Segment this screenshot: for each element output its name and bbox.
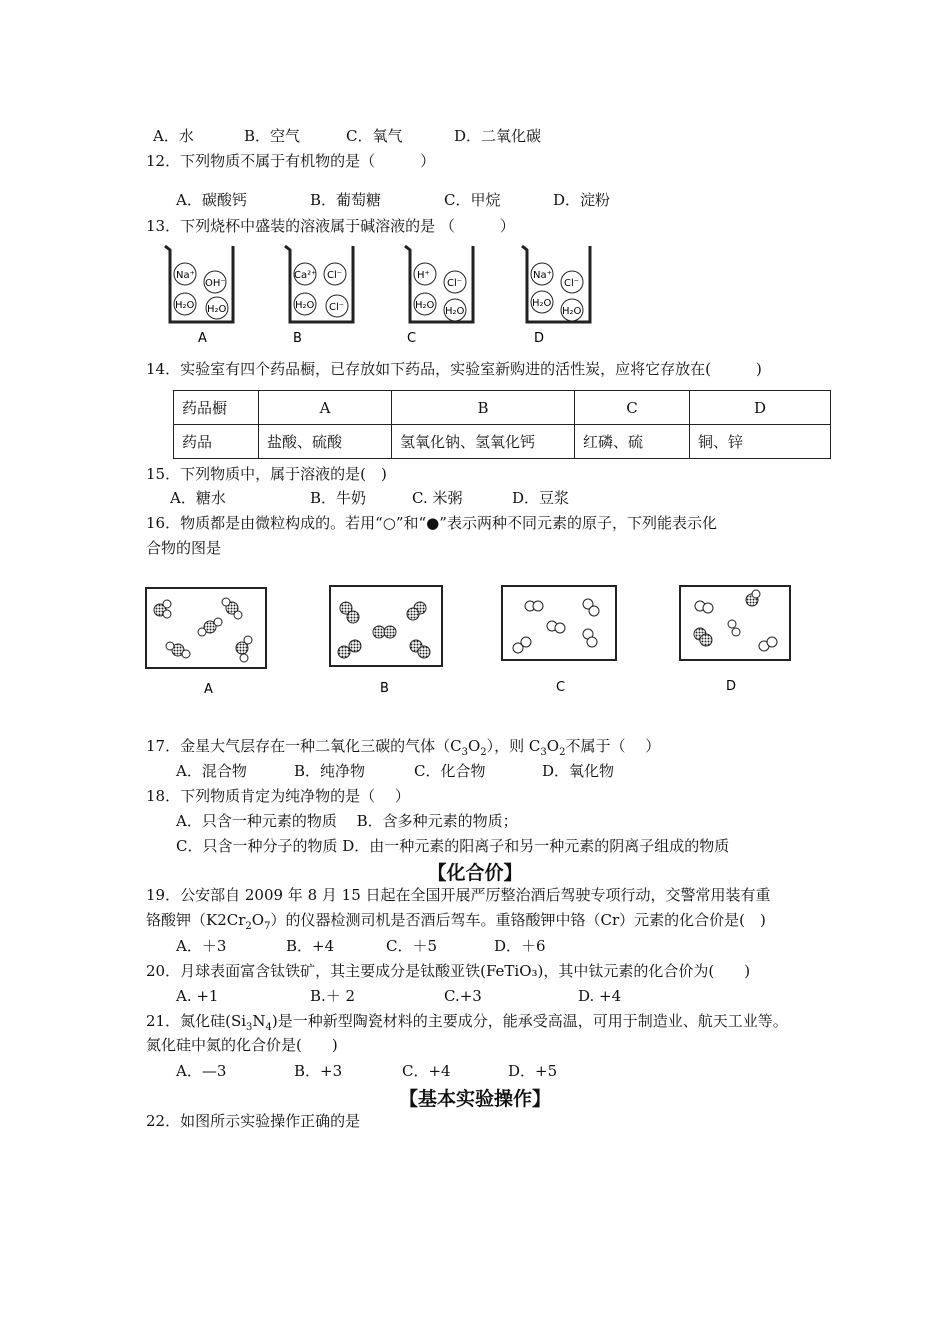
subscript: 2 xyxy=(480,747,487,758)
q21-line2: 氮化硅中氮的化合价是( ) xyxy=(146,1036,338,1054)
q11-option-b: B．空气 xyxy=(244,127,301,145)
ion-label: H₂O xyxy=(295,300,315,311)
table-cell: 药品橱 xyxy=(174,391,259,425)
ion-label: Cl⁻ xyxy=(564,278,580,289)
ion-label: Na⁺ xyxy=(533,270,552,281)
q21-line1: 21．氮化硅$(Si_3N_4)$是一种新型陶瓷材料的主要成分，能承受高温，可用于制造业、航天工业等。 xyxy=(146,1012,788,1033)
q12-option-d: D．淀粉 xyxy=(553,191,611,209)
q21-option-a: A．—3 xyxy=(176,1062,227,1080)
q21-option-b: B．+3 xyxy=(294,1062,343,1080)
ion-label: H₂O xyxy=(445,306,465,317)
table-cell: A xyxy=(259,391,392,425)
molecule-label: D xyxy=(726,679,737,694)
table-cell: C xyxy=(575,391,690,425)
q15-option-a: A．糖水 xyxy=(170,489,226,507)
q19-line1: 19．公安部自 2009 年 8 月 15 日起在全国开展严厉整治酒后驾驶专项行动，交警常用装有重 xyxy=(146,886,771,904)
q15-option-c: C. 米粥 xyxy=(412,489,463,507)
q19-option-a: A．＋3 xyxy=(176,937,227,955)
molecule-box-d xyxy=(680,586,790,694)
q20-option-c: C.+3 xyxy=(444,987,482,1005)
table-cell: D xyxy=(690,391,831,425)
molecule-label: B xyxy=(380,681,389,696)
ion-label: OH⁻ xyxy=(205,278,226,289)
subscript: 2 xyxy=(559,747,566,758)
ion-label: Cl⁻ xyxy=(329,302,345,313)
ion-label: H⁺ xyxy=(417,270,430,281)
beaker-d xyxy=(522,246,590,346)
stem-text: ），则 C xyxy=(486,737,541,755)
q11-option-a: A．水 xyxy=(153,127,194,145)
q15-stem: 15．下列物质中，属于溶液的是( ) xyxy=(146,465,387,483)
stem-text: O xyxy=(467,737,481,755)
q18-stem: 18．下列物质肯定为纯净物的是（ ） xyxy=(146,787,410,805)
subscript: 2 xyxy=(245,921,252,932)
beaker-label: C xyxy=(407,331,417,346)
subscript: 7 xyxy=(264,921,271,932)
subscript: 3 xyxy=(461,747,468,758)
table-cell: 盐酸、硫酸 xyxy=(259,425,392,459)
section-heading-experiment: 【基本实验操作】 xyxy=(398,1088,551,1110)
subscript: 4 xyxy=(265,1022,272,1033)
table-row xyxy=(174,391,831,425)
q19-option-d: D．＋6 xyxy=(494,937,546,955)
beaker-c xyxy=(405,246,473,346)
ion-label: Ca²⁺ xyxy=(294,270,317,281)
q22-stem: 22．如图所示实验操作正确的是 xyxy=(146,1112,361,1130)
molecule-label: C xyxy=(556,680,566,695)
table-row xyxy=(174,425,831,459)
subscript: 3 xyxy=(246,1022,253,1033)
q11-option-d: D．二氧化碳 xyxy=(454,127,542,145)
beaker-label: A xyxy=(198,331,207,346)
ion-label: Cl⁻ xyxy=(327,270,343,281)
q12-option-c: C．甲烷 xyxy=(444,191,501,209)
q19-option-c: C．＋5 xyxy=(386,937,438,955)
molecule-box-b xyxy=(330,586,442,696)
q15-option-d: D．豆浆 xyxy=(512,489,570,507)
table-cell: B xyxy=(392,391,575,425)
q12-option-a: A．碳酸钙 xyxy=(176,191,247,209)
q17-option-a: A．混合物 xyxy=(176,762,247,780)
beaker-b xyxy=(285,246,353,346)
q17-option-b: B．纯净物 xyxy=(294,762,366,780)
stem-text: 铬酸钾（K xyxy=(146,911,218,929)
table-cell: 铜、锌 xyxy=(690,425,831,459)
ion-label: Cl⁻ xyxy=(447,278,463,289)
table-cell: 红磷、硫 xyxy=(575,425,690,459)
stem-text: 17．金星大气层存在一种二氧化三碳的气体（C xyxy=(146,737,462,755)
q13-stem: 13．下列烧杯中盛装的溶液属于碱溶液的是 （ ） xyxy=(146,217,515,235)
q12-stem: 12．下列物质不属于有机物的是（ ） xyxy=(146,152,436,170)
q16-molecule-figure xyxy=(140,580,820,700)
ion-label: H₂O xyxy=(532,298,552,309)
q17-option-c: C．化合物 xyxy=(414,762,486,780)
beaker-label: D xyxy=(534,331,545,346)
stem-text: O xyxy=(546,737,560,755)
molecule-label: A xyxy=(204,682,213,697)
q17-stem xyxy=(146,736,660,763)
beaker-a xyxy=(165,246,233,346)
table-cell: 药品 xyxy=(174,425,259,459)
q21-option-c: C．+4 xyxy=(402,1062,451,1080)
ion-label: H₂O xyxy=(175,300,195,311)
q13-beaker-figure xyxy=(160,242,620,346)
q19-option-b: B．+4 xyxy=(286,937,335,955)
q20-option-d: D. +4 xyxy=(578,987,622,1005)
q14-stem: 14．实验室有四个药品橱，已存放如下药品，实验室新购进的活性炭，应将它存放在( ) xyxy=(146,360,762,378)
q11-option-c: C．氧气 xyxy=(346,127,403,145)
q20-option-a: A. +1 xyxy=(176,987,219,1005)
subscript: 3 xyxy=(540,747,547,758)
stem-text: 2 xyxy=(217,911,227,929)
q16-stem-line2: 合物的图是 xyxy=(146,539,222,557)
section-heading-valence: 【化合价】 xyxy=(427,862,523,884)
q16-stem-line1: 16．物质都是由微粒构成的。若用“○”和“●”表示两种不同元素的原子，下列能表示化 xyxy=(146,514,717,532)
q12-option-b: B．葡萄糖 xyxy=(310,191,382,209)
table-cell: 氢氧化钠、氢氧化钙 xyxy=(392,425,575,459)
ion-label: H₂O xyxy=(207,304,227,315)
q19-line2: 铬酸钾$(K2Cr_2O_7)$的仪器检测司机是否酒后驾车。重铬酸钾中铬（Cr）元素的化合价是( ) xyxy=(146,911,766,932)
q14-table xyxy=(173,390,831,459)
q18-options-line2: C．只含一种分子的物质 D．由一种元素的阳离子和另一种元素的阴离子组成的物质 xyxy=(176,837,730,855)
q21-option-d: D．+5 xyxy=(508,1062,558,1080)
q17-option-d: D．氧化物 xyxy=(542,762,615,780)
q15-option-b: B．牛奶 xyxy=(310,489,367,507)
stem-text: )是一种新型陶瓷材料的主要成分，能承受高温，可用于制造业、航天工业等。 xyxy=(271,1012,788,1030)
molecule-box-c xyxy=(502,586,616,695)
ion-label: H₂O xyxy=(415,300,435,311)
q20-stem: 20．月球表面富含钛铁矿，其主要成分是钛酸亚铁(FeTiO₃)，其中钛元素的化合价为( ) xyxy=(146,962,751,980)
stem-text: ）的仪器检测司机是否酒后驾车。重铬酸钾中铬（Cr）元素的化合价是( ) xyxy=(270,911,766,929)
ion-label: Na⁺ xyxy=(176,270,195,281)
ion-label: H₂O xyxy=(562,306,582,317)
stem-text: 21．氮化硅(Si xyxy=(146,1012,247,1030)
q18-options-line1: A．只含一种元素的物质 B．含多种元素的物质； xyxy=(176,812,518,830)
beaker-label: B xyxy=(293,331,302,346)
stem-text: 不属于（ ） xyxy=(565,737,661,755)
q20-option-b: B.＋ 2 xyxy=(310,987,356,1005)
molecule-box-a xyxy=(146,588,266,697)
